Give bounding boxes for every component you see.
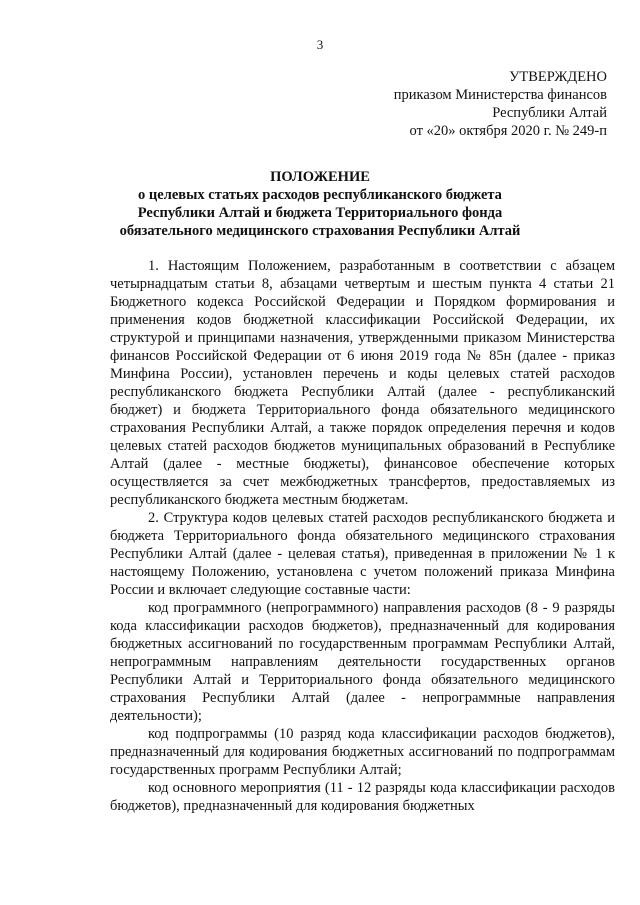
approval-line-order: приказом Министерства финансов <box>393 87 607 103</box>
paragraph-1: 1. Настоящим Положением, разработанным в соответствии с абзацем четырнадцатым статьи 8, абзацами четвертым и шестым пункта 4 статьи 21 Бюджетного кодекса Российской Федерации и Порядком формирования и применения кодов бюджетной классификации Российской Федерации, их структурой и принципами назначения, утвержденными приказом Министерства финансов Российской Федерации от 6 июня 2019 года № 85н (далее - приказ Минфина России), установлен перечень и коды целевых статей расходов республиканского бюджета Республики Алтай (далее - республиканский бюджет) и бюджета Территориального фонда обязательного медицинского страхования Республики Алтай, а также порядок определения перечня и кодов целевых статей расходов бюджетов муниципальных образований в Республике Алтай (далее - местные бюджеты), финансовое обеспечение которых осуществляется за счет межбюджетных трансфертов, предоставляемых из республиканского бюджета местным бюджетам. <box>110 258 615 508</box>
paragraph-2: 2. Структура кодов целевых статей расходов республиканского бюджета и бюджета Территориального фонда обязательного медицинского страхования Республики Алтай (далее - целевая статья), приведенная в приложении № 1 к настоящему Положению, установлена с учетом положений приказа Минфина России и включает следующие составные части: <box>110 510 615 598</box>
approval-line-region: Республики Алтай <box>492 105 607 121</box>
approval-line-date: от «20» октября 2020 г. № 249-п <box>409 123 607 139</box>
page-number: 3 <box>316 37 324 52</box>
paragraph-4: код подпрограммы (10 разряд кода классификации расходов бюджетов), предназначенный для кодирования бюджетных ассигнований по подпрограммам государственных программ Республики Алтай; <box>110 726 615 778</box>
document-heading <box>100 168 540 240</box>
paragraph-5: код основного мероприятия (11 - 12 разряды кода классификации расходов бюджетов), предназначенный для кодирования бюджетных <box>110 780 615 814</box>
document-body <box>110 257 615 815</box>
approval-stamp <box>394 68 607 140</box>
paragraph-3: код программного (непрограммного) направления расходов (8 - 9 разряды кода классификации расходов бюджетов), предназначенный для кодирования бюджетных ассигнований по государственным программам Республики Алтай, непрограммным направлениям деятельности государственных органов Республики Алтай и Территориального фонда обязательного медицинского страхования Республики Алтай (далее - непрограммные направления деятельности); <box>110 600 615 724</box>
document-subtitle: о целевых статьях расходов республиканского бюджета Республики Алтай и бюджета Территориального фонда обязательного медицинского страхования Республики Алтай <box>119 187 521 239</box>
approval-title: УТВЕРЖДЕНО <box>509 69 607 85</box>
document-title: ПОЛОЖЕНИЕ <box>270 169 370 185</box>
